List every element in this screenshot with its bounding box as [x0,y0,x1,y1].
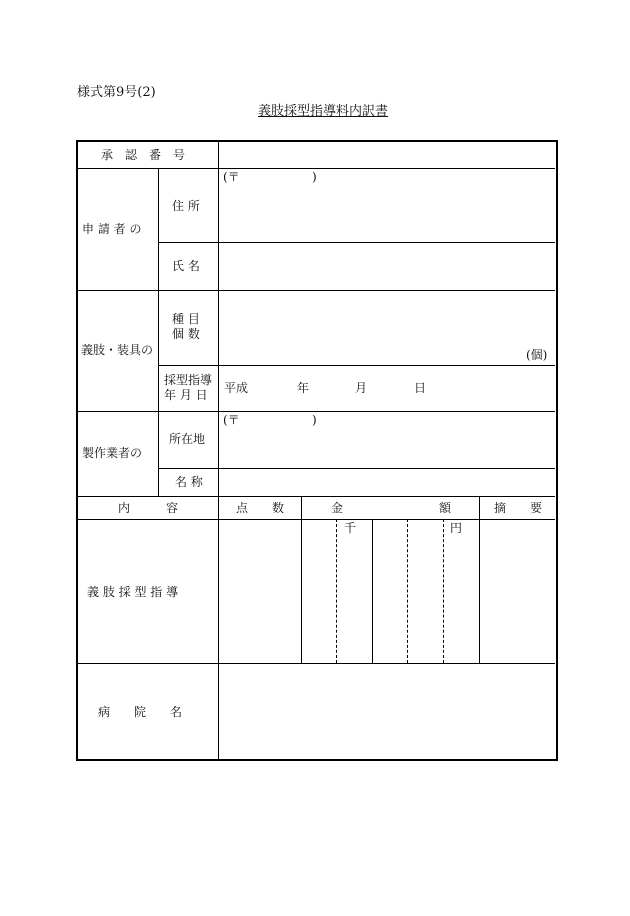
row-line [77,519,555,520]
guidance-date-label-1: 採型指導 [164,373,213,387]
remarks-field[interactable] [481,521,553,662]
hospital-label: 病 院 名 [98,705,183,719]
manufacturer-name-label: 名 称 [175,475,203,489]
header-points: 点 数 [236,501,285,515]
amount-field[interactable] [303,535,478,662]
prosthesis-count-label: 個 数 [172,327,200,341]
form-number: 様式第9号(2) [77,85,156,100]
guidance-day: 日 [414,381,427,395]
header-remarks: 摘 要 [494,501,543,515]
guidance-date-label-2: 年 月 日 [164,388,208,402]
applicant-postal-open: (〒 [223,170,240,184]
applicant-name-label: 氏 名 [172,259,200,273]
col-line [158,168,159,496]
manufacturer-location-label: 所在地 [169,432,206,446]
approval-number-label: 承 認 番 号 [101,148,186,162]
unit-thousand: 千 [344,521,357,535]
row-line [77,411,555,412]
row-line [77,168,555,169]
prosthesis-type-field[interactable] [220,292,553,364]
row-line [77,663,555,664]
applicant-name-field[interactable] [220,244,553,289]
header-amount-left: 金 [331,501,344,515]
manufacturer-name-field[interactable] [220,470,553,495]
applicant-group-label: 申 請 者 の [82,222,142,236]
guidance-year: 年 [297,381,310,395]
applicant-address-field[interactable] [220,186,553,241]
applicant-address-label: 住 所 [172,199,200,213]
approval-number-field[interactable] [220,142,553,167]
hospital-name-field[interactable] [220,665,553,757]
prosthesis-group-label: 義肢・装具の [81,343,154,357]
row-line [77,496,555,497]
col-line [479,496,480,663]
manufacturer-group-label: 製作業者の [82,446,143,460]
manufacturer-location-field[interactable] [220,428,553,467]
header-amount-right: 額 [439,501,452,515]
row-line [77,290,555,291]
applicant-postal-close: ) [312,170,317,184]
prosthesis-type-label: 種 目 [172,312,200,326]
header-content: 内 容 [118,501,179,515]
unit-yen: 円 [450,521,463,535]
col-line [301,496,302,663]
manufacturer-postal-open: (〒 [223,413,240,427]
points-field[interactable] [220,521,300,662]
manufacturer-postal-close: ) [312,413,317,427]
prosthesis-count-unit: (個) [526,348,548,362]
col-line [218,140,219,759]
guidance-row-label: 義 肢 採 型 指 導 [87,585,179,599]
document-title: 義肢採型指導料内訳書 [258,104,389,119]
guidance-month: 月 [355,381,368,395]
guidance-era: 平成 [224,381,249,395]
